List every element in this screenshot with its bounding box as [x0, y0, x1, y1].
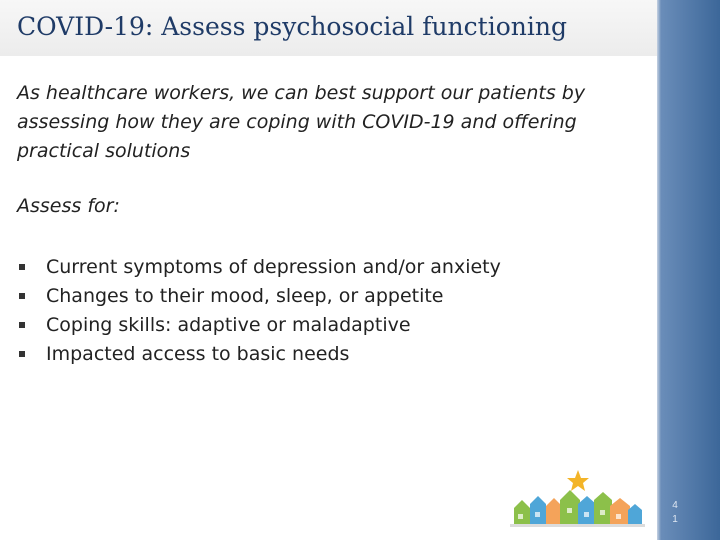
list-item: [17, 252, 501, 281]
right-sidebar: [657, 0, 720, 540]
list-item-text: Coping skills: adaptive or maladaptive: [46, 313, 411, 336]
page-title: COVID-19: Assess psychosocial functioning: [17, 12, 567, 41]
houses-icon: [510, 490, 645, 527]
square-bullet-icon: [19, 351, 25, 357]
list-item: [17, 339, 501, 368]
intro-text: As healthcare workers, we can best support our patients by assessing how they are coping with COVID-19 and offering practical solutions: [17, 82, 586, 162]
star-icon: [567, 470, 589, 491]
bullet-list: [17, 252, 501, 368]
list-item-text: Impacted access to basic needs: [46, 342, 350, 365]
square-bullet-icon: [19, 293, 25, 299]
page-number-digit: 1: [672, 514, 678, 525]
square-bullet-icon: [19, 322, 25, 328]
list-item-text: Current symptoms of depression and/or anxiety: [46, 255, 501, 278]
square-bullet-icon: [19, 264, 25, 270]
page-number: [670, 499, 680, 527]
title-bar: [0, 0, 657, 56]
assess-heading: Assess for:: [17, 195, 120, 217]
community-houses-star-logo: [510, 470, 645, 528]
list-item: [17, 281, 501, 310]
list-item-text: Changes to their mood, sleep, or appetite: [46, 284, 444, 307]
list-item: [17, 310, 501, 339]
page-number-digit: 4: [672, 500, 678, 511]
